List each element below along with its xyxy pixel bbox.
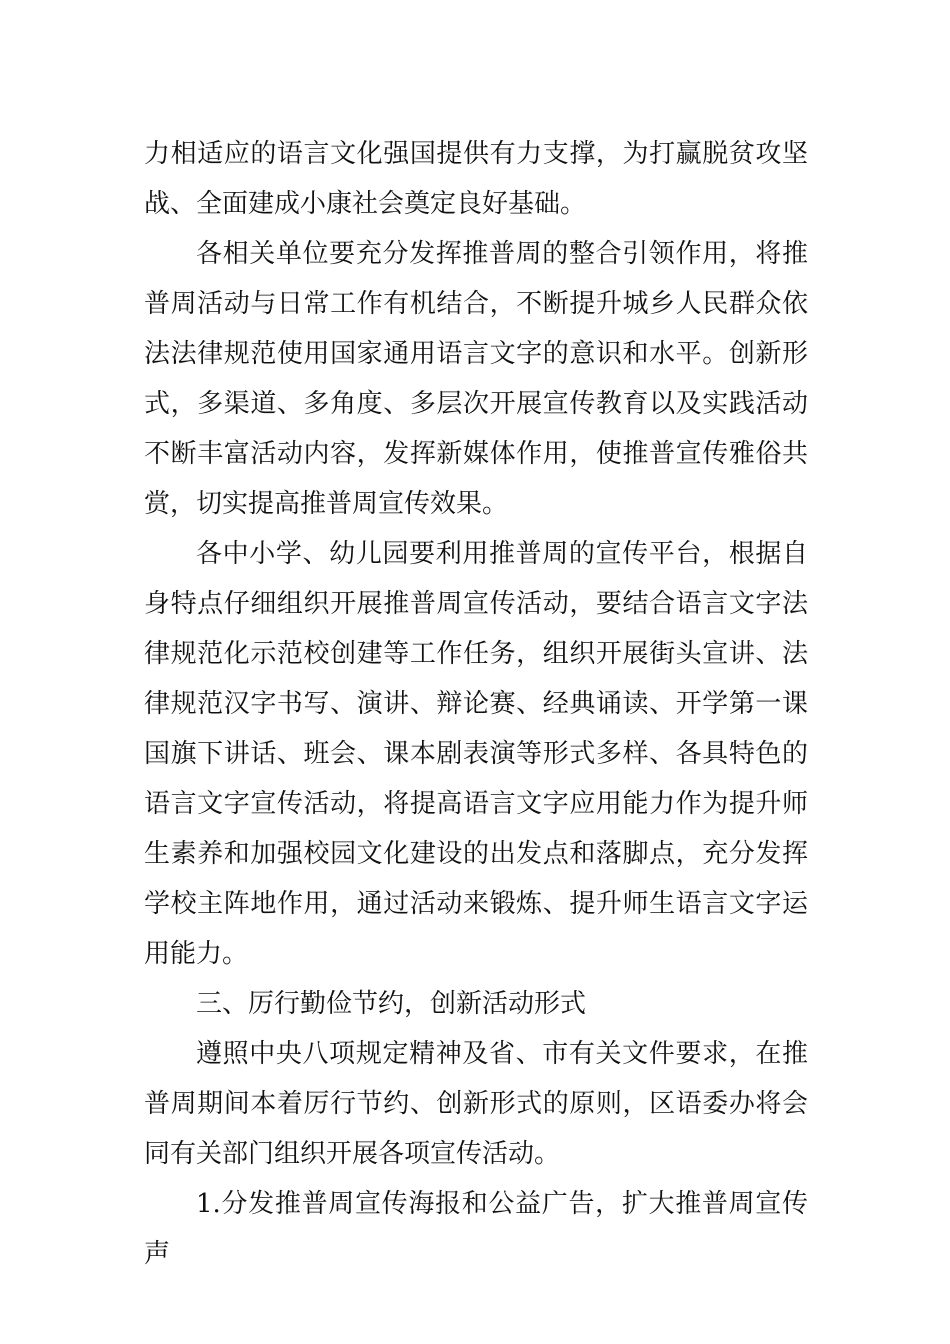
document-body — [144, 129, 808, 1279]
list-item-posters: 1.分发推普周宣传海报和公益广告，扩大推普周宣传声 — [144, 1189, 808, 1269]
section-heading-frugality: 三、厉行勤俭节约，创新活动形式 — [196, 989, 587, 1019]
paragraph-schools-activities: 各中小学、幼儿园要利用推普周的宣传平台，根据自身特点仔细组织开展推普周宣传活动，要结合语言文字法律规范化示范校创建等工作任务，组织开展街头宣讲、法律规范汉字书写、演讲、辩论赛、经典诵读、开学第一课国旗下讲话、班会、课本剧表演等形式多样、各具特色的语言文字宣传活动，将提高语言文字应用能力作为提升师生素养和加强校园文化建设的出发点和落脚点，充分发挥学校主阵地作用，通过活动来锻炼、提升师生语言文字运用能力。 — [144, 539, 808, 969]
paragraph-continuation: 力相适应的语言文化强国提供有力支撑，为打赢脱贫攻坚战、全面建成小康社会奠定良好基础。 — [144, 139, 808, 219]
paragraph-regulations: 遵照中央八项规定精神及省、市有关文件要求，在推普周期间本着厉行节约、创新形式的原则，区语委办将会同有关部门组织开展各项宣传活动。 — [144, 1039, 808, 1169]
paragraph-units-role: 各相关单位要充分发挥推普周的整合引领作用，将推普周活动与日常工作有机结合，不断提升城乡人民群众依法法律规范使用国家通用语言文字的意识和水平。创新形式，多渠道、多角度、多层次开展宣传教育以及实践活动不断丰富活动内容，发挥新媒体作用，使推普宣传雅俗共赏，切实提高推普周宣传效果。 — [144, 239, 808, 519]
